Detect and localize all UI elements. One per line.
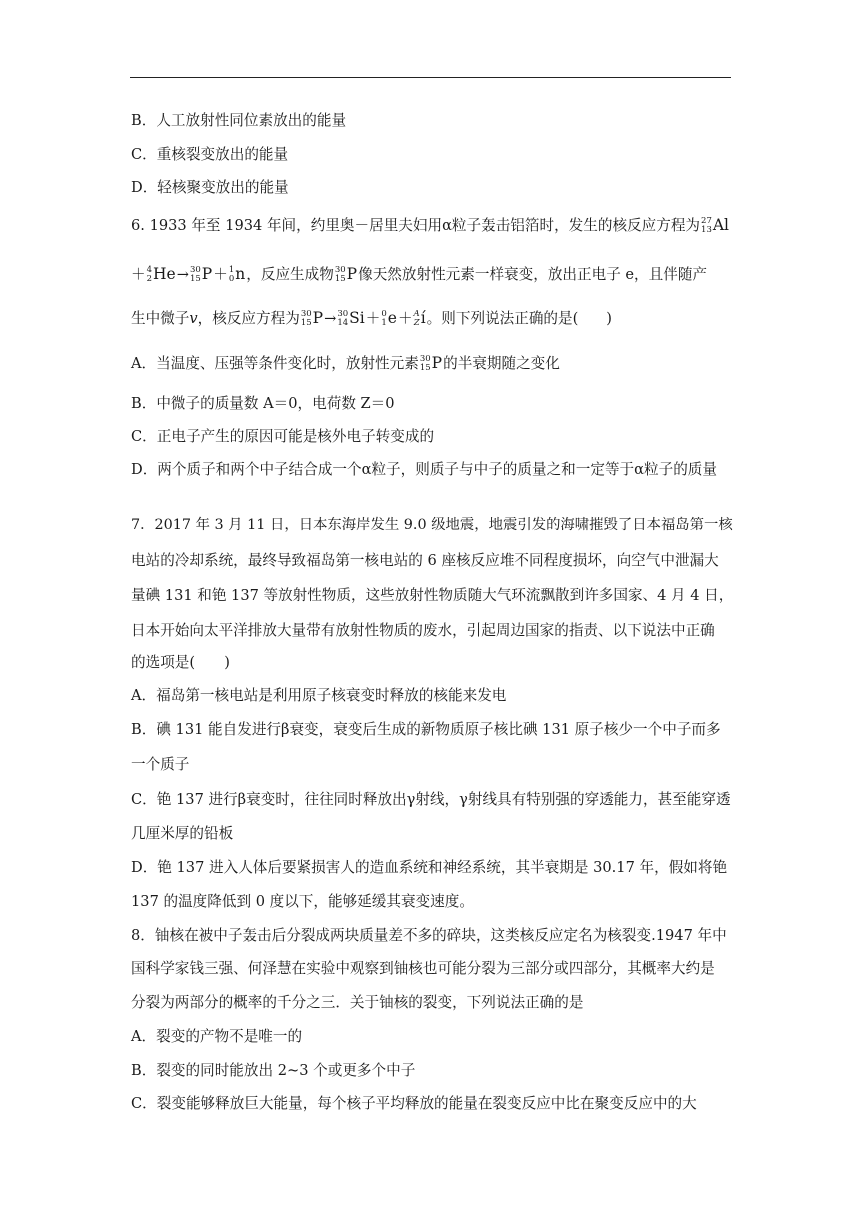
q8-option-b: B．裂变的同时能放出 2~3 个或更多个中子 [131,1062,416,1079]
q7-option-b-cont: 一个质子 [131,756,190,773]
nuclide-p: 30 15 P [334,265,358,284]
q8-option-a: A．裂变的产物不是唯一的 [131,1028,303,1045]
q6-option-a: A．当温度、压强等条件变化时，放射性元素 30 15 P 的半衰期随之变化 [131,354,560,373]
q7-line: 7．2017 年 3 月 11 日，日本东海岸发生 9.0 级地震，地震引发的海啸摧毁了日本福岛第一核 [131,517,733,533]
q7-option-c-cont: 几厘米厚的铅板 [131,825,234,842]
header-rule [130,77,731,78]
q8-option-c: C．裂变能够释放巨大能量，每个核子平均释放的能量在裂变反应中比在聚变反应中的大 [131,1095,697,1112]
q5-option-d: D．轻核聚变放出的能量 [131,179,289,196]
nuclide-n: 1 0 n [228,265,246,284]
q6-stem-line2: ＋ 4 2 He → 30 15 P ＋ 1 0 n ，反应生成物 30 15 P 像天然放射性元素一样衰变，放出正电子 e，且伴随产 [131,265,708,284]
q7-option-a: A．福岛第一核电站是利用原子核衰变时释放的核能来发电 [131,687,507,704]
nuclide-al: 27 13 Al [701,216,730,235]
nuclide-x: A Z í [413,309,426,328]
q7-line: 日本开始向太平洋排放大量带有放射性物质的废水，引起周边国家的指责、以下说法中正确 [131,622,715,639]
q7-option-b: B．碘 131 能自发进行β衰变，衰变后生成的新物质原子核比碘 131 原子核少一个中子而多 [131,721,721,738]
q5-option-b: B．人工放射性同位素放出的能量 [131,112,347,129]
q7-option-c: C．铯 137 进行β衰变时，往往同时释放出γ射线，γ射线具有特别强的穿透能力，甚至能穿透 [131,791,731,808]
q6-option-b: B．中微子的质量数 A＝0，电荷数 Z＝0 [131,395,395,412]
nuclide-si: 30 14 Si [337,309,365,328]
nuclide-he: 4 2 He [146,265,176,284]
nuclide-p: 30 15 P [419,354,443,373]
q7-line: 的选项是( ) [131,654,230,671]
q8-line: 8．铀核在被中子轰击后分裂成两块质量差不多的碎块，这类核反应定名为核裂变.1947 年中 [131,927,727,944]
nuclide-p: 30 15 P [300,309,324,328]
q7-option-d: D．铯 137 进入人体后要紧损害人的造血系统和神经系统，其半衰期是 30.17 年，假如将铯 [131,859,728,876]
nuclide-e: 0 1 e [381,309,397,328]
q6-stem-line1: 6. 1933 年至 1934 年间，约里奥－居里夫妇用α粒子轰击铝箔时，发生的核反应方程为 27 13 Al [131,216,730,235]
q6-stem-line3: 生中微子v，核反应方程为 30 15 P → 30 14 Si ＋ 0 1 e ＋ A Z í 。则下列说法正确的是( ) [131,309,612,328]
q7-line: 量碘 131 和铯 137 等放射性物质，这些放射性物质随大气环流飘散到许多国家、4 月 4 日， [131,587,734,604]
nuclide-p: 30 15 P [189,265,213,284]
q5-option-c: C．重核裂变放出的能量 [131,146,289,163]
q8-line: 国科学家钱三强、何泽慧在实验中观察到铀核也可能分裂为三部分或四部分，其概率大约是 [131,960,715,977]
q6-option-d: D．两个质子和两个中子结合成一个α粒子，则质子与中子的质量之和一定等于α粒子的质量 [131,461,717,478]
q8-line: 分裂为两部分的概率的千分之三．关于铀核的裂变，下列说法正确的是 [131,994,584,1011]
q6-option-c: C．正电子产生的原因可能是核外电子转变成的 [131,428,435,445]
q7-option-d-cont: 137 的温度降低到 0 度以下，能够延缓其衰变速度。 [131,893,474,910]
q7-line: 电站的冷却系统，最终导致福岛第一核电站的 6 座核反应堆不同程度损坏，向空气中泄漏大 [131,552,719,569]
